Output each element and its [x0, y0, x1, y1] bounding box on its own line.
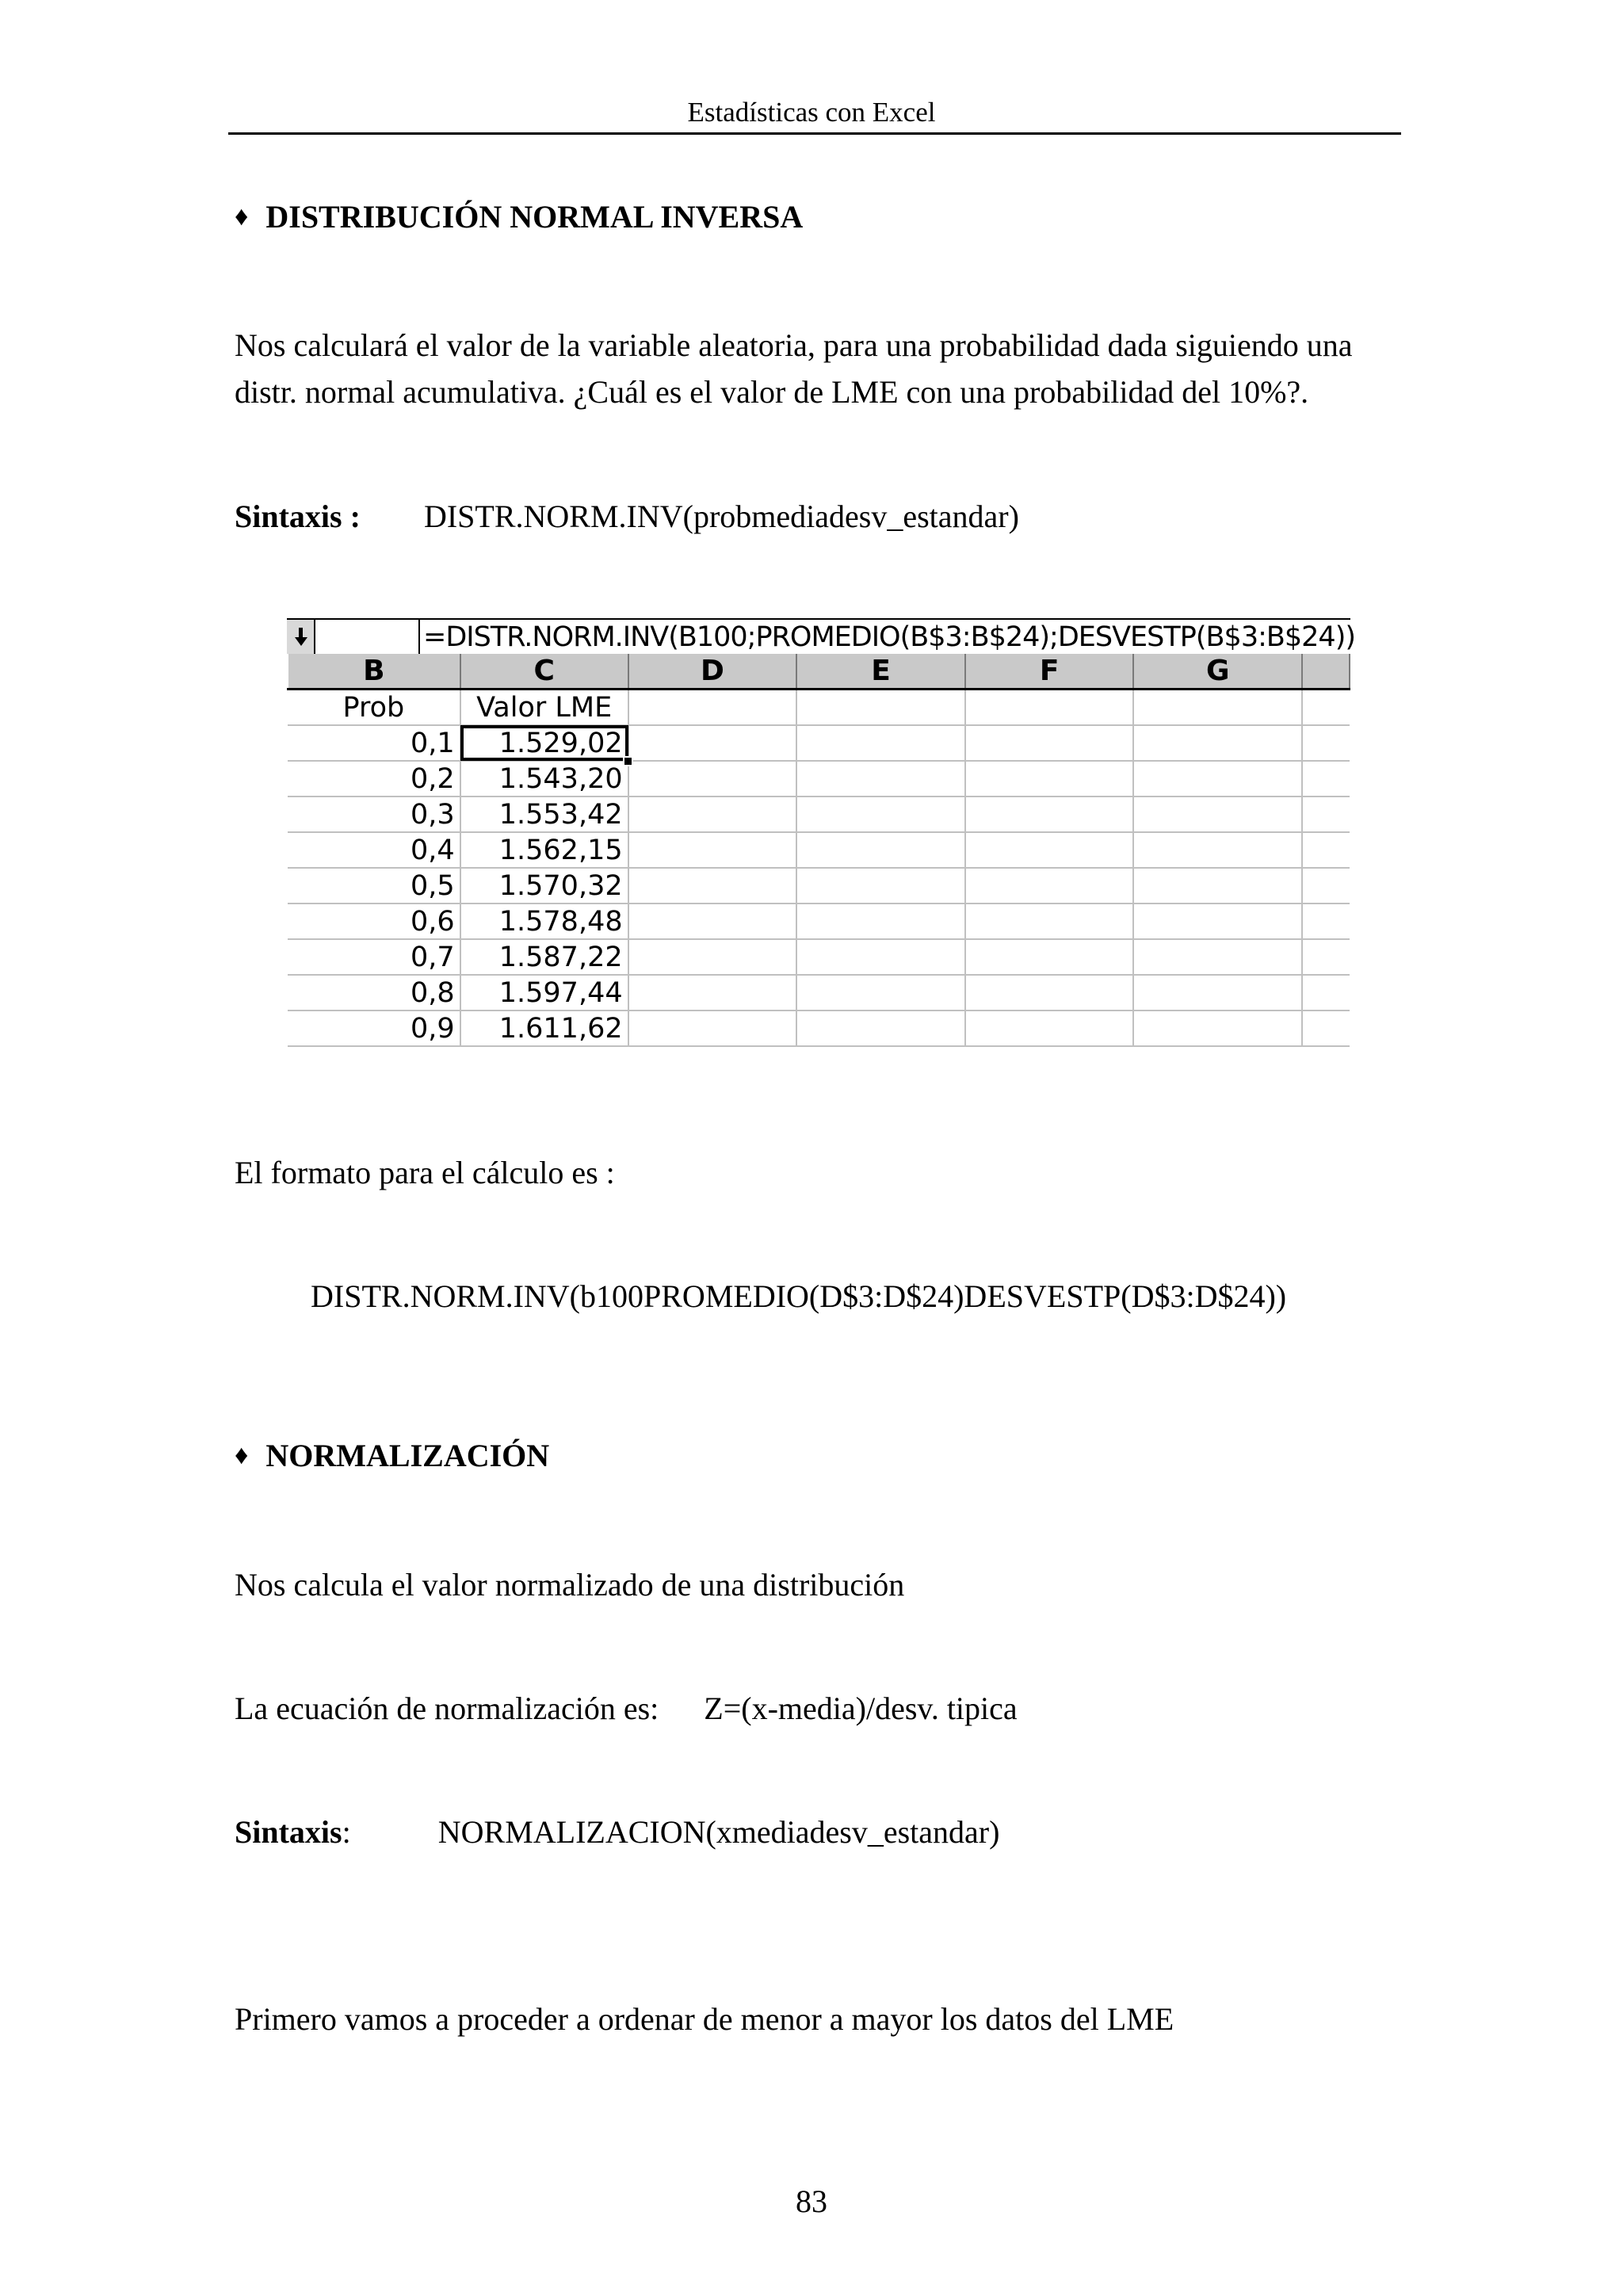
cell-valor-active: 1.529,02: [460, 725, 628, 761]
table-row: [288, 939, 1350, 975]
syntax-line-2: [235, 1809, 1407, 1855]
cell-prob: 0,1: [288, 725, 460, 761]
format-formula: DISTR.NORM.INV(b100PROMEDIO(D$3:D$24)DESVESTP(D$3:D$24)): [311, 1278, 1287, 1314]
column-header-b: B: [288, 654, 460, 690]
cell-prob: 0,5: [288, 868, 460, 904]
cell-valor: 1.553,42: [460, 797, 628, 832]
section-heading-inverse-normal: [235, 198, 803, 235]
formula-text: =DISTR.NORM.INV(B100;PROMEDIO(B$3:B$24);DESVESTP(B$3:B$24)): [423, 621, 1355, 653]
cell-prob: 0,4: [288, 832, 460, 868]
equation-line: [235, 1685, 1407, 1732]
table-row: [288, 725, 1350, 761]
cell-prob: 0,7: [288, 939, 460, 975]
table-row: [288, 904, 1350, 939]
intro-paragraph: [235, 322, 1407, 415]
diamond-bullet-icon: ♦: [235, 202, 249, 231]
column-header-d: D: [628, 654, 797, 690]
cell-valor: 1.543,20: [460, 761, 628, 797]
page-number: 83: [796, 2183, 827, 2219]
cell-valor: 1.611,62: [460, 1010, 628, 1046]
table-row: [288, 690, 1350, 726]
column-header-f: F: [965, 654, 1134, 690]
syntax-line: [235, 493, 1407, 540]
syntax-value: DISTR.NORM.INV(probmediadesv_estandar): [423, 499, 1019, 534]
column-header-g: G: [1133, 654, 1302, 690]
fill-handle-icon: [623, 756, 633, 766]
cell-prob-header: Prob: [288, 690, 460, 726]
section-title: DISTRIBUCIÓN NORMAL INVERSA: [265, 199, 804, 235]
header-rule: [228, 132, 1401, 135]
table-row: [288, 832, 1350, 868]
column-header-c: C: [460, 654, 628, 690]
table-row: [288, 797, 1350, 832]
intro-line-1: Nos calculará el valor de la variable aleatoria, para una probabilidad dada siguiendo una: [235, 327, 1353, 363]
table-row: [288, 761, 1350, 797]
column-header-e: E: [796, 654, 965, 690]
cell-valor: 1.570,32: [460, 868, 628, 904]
cell-prob: 0,6: [288, 904, 460, 939]
syntax-colon: :: [342, 1814, 351, 1850]
syntax-value: NORMALIZACION(xmediadesv_estandar): [437, 1814, 1000, 1850]
syntax-label: Sintaxis :: [235, 499, 361, 534]
cell-valor-header: Valor LME: [460, 690, 628, 726]
dropdown-arrow-icon: [287, 620, 315, 654]
formula-bar: [287, 618, 1355, 657]
diamond-bullet-icon: ♦: [235, 1441, 249, 1470]
intro-line-2: distr. normal acumulativa. ¿Cuál es el valor de LME con una probabilidad del 10%?.: [235, 374, 1309, 410]
section-heading-normalization: [235, 1437, 549, 1474]
running-head: Estadísticas con Excel: [687, 97, 936, 128]
normalization-intro: Nos calcula el valor normalizado de una distribución: [235, 1567, 905, 1603]
format-label: El formato para el cálculo es :: [235, 1155, 615, 1190]
spreadsheet-screenshot: [287, 618, 1355, 1052]
column-header-partial: [1302, 654, 1350, 690]
table-row: [288, 975, 1350, 1010]
cell-grid: [287, 654, 1350, 1047]
cell-valor: 1.578,48: [460, 904, 628, 939]
table-row: [288, 868, 1350, 904]
name-box: [314, 620, 420, 654]
cell-prob: 0,9: [288, 1010, 460, 1046]
syntax-label: Sintaxis: [235, 1814, 342, 1850]
cell-valor: 1.597,44: [460, 975, 628, 1010]
cell-prob: 0,3: [288, 797, 460, 832]
column-header-row: [288, 654, 1350, 690]
equation-label: La ecuación de normalización es:: [235, 1690, 659, 1726]
closing-paragraph: Primero vamos a proceder a ordenar de menor a mayor los datos del LME: [235, 2001, 1174, 2037]
cell-valor: 1.587,22: [460, 939, 628, 975]
table-row: [288, 1010, 1350, 1046]
cell-prob: 0,2: [288, 761, 460, 797]
equation-value: Z=(x-media)/desv. tipica: [704, 1690, 1018, 1726]
cell-prob: 0,8: [288, 975, 460, 1010]
section-title: NORMALIZACIÓN: [265, 1438, 550, 1473]
cell-valor: 1.562,15: [460, 832, 628, 868]
